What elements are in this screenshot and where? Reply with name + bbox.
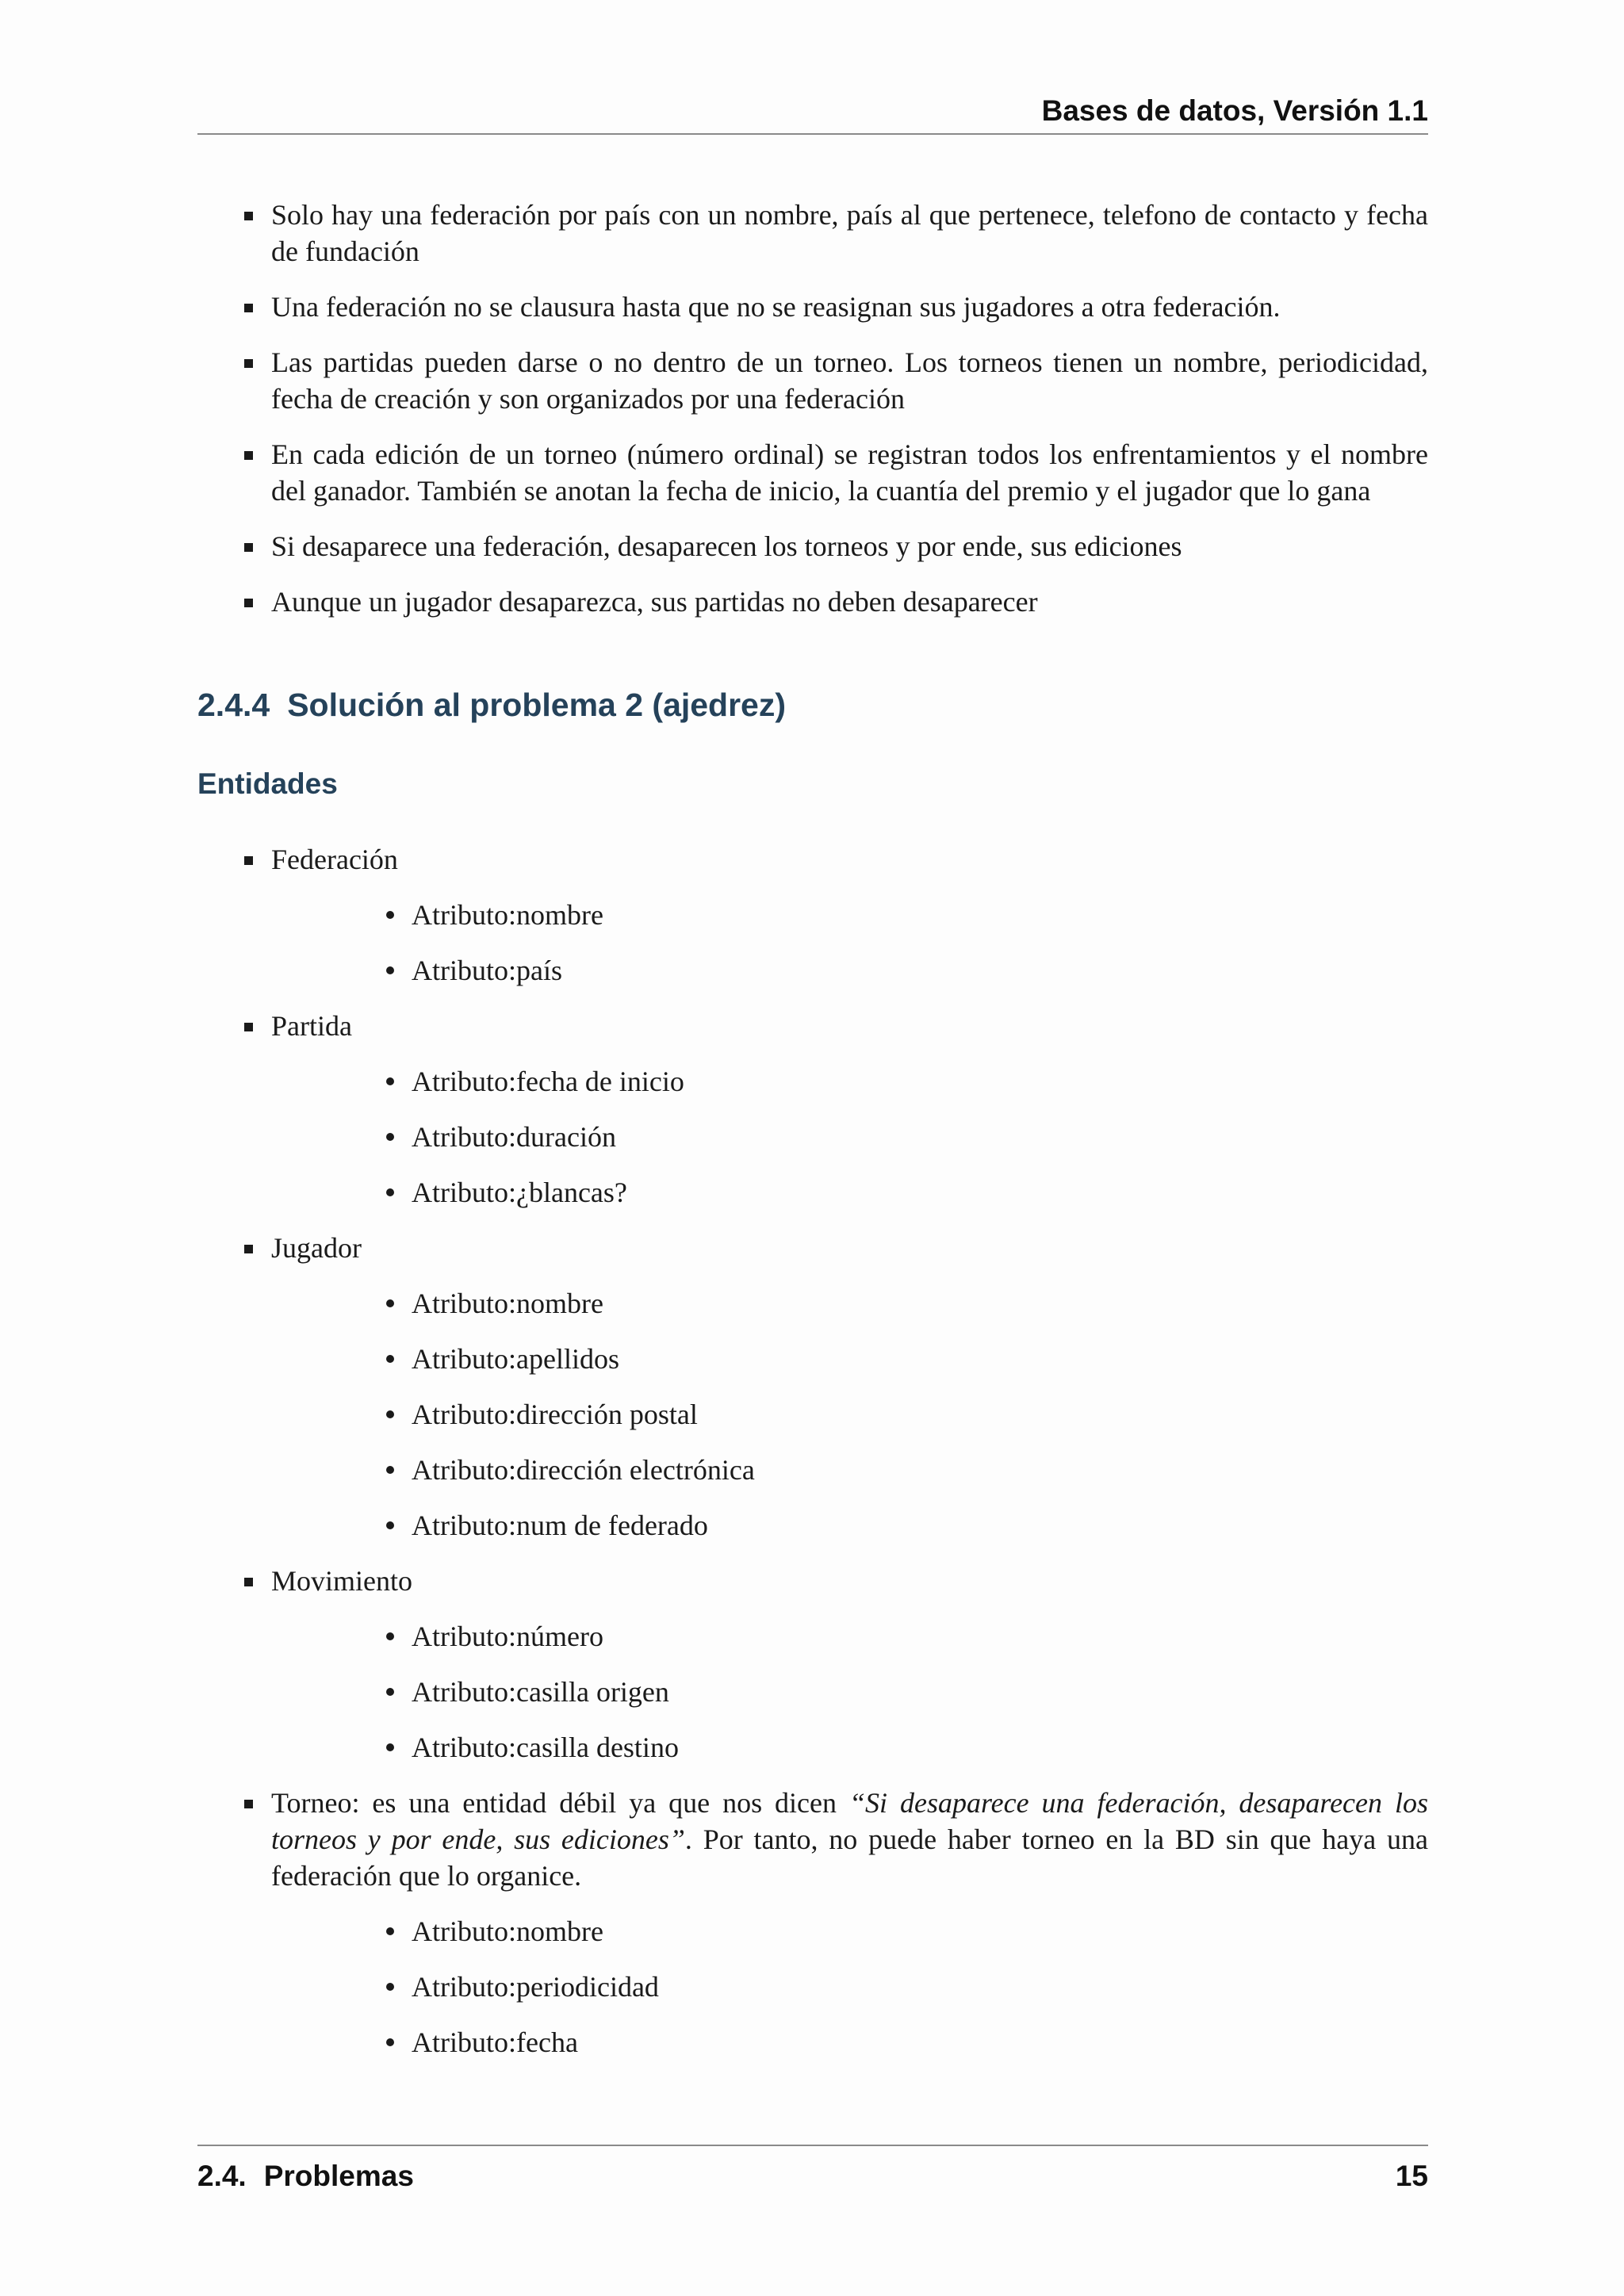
attribute-item: Atributo:¿blancas? bbox=[271, 1174, 1428, 1211]
dot-bullet-icon bbox=[386, 1521, 394, 1529]
square-bullet-icon bbox=[244, 599, 253, 607]
document-page bbox=[197, 0, 1428, 2296]
attribute-item: Atributo:nombre bbox=[271, 897, 1428, 933]
square-bullet-icon bbox=[244, 856, 253, 865]
square-bullet-icon bbox=[244, 1023, 253, 1031]
attribute-item: Atributo:fecha de inicio bbox=[271, 1063, 1428, 1100]
square-bullet-icon bbox=[244, 543, 253, 552]
attribute-item: Atributo:nombre bbox=[271, 1285, 1428, 1322]
square-bullet-icon bbox=[244, 359, 253, 368]
attribute-list bbox=[271, 897, 1428, 989]
attribute-item: Atributo:nombre bbox=[271, 1913, 1428, 1950]
attribute-list bbox=[271, 1618, 1428, 1766]
dot-bullet-icon bbox=[386, 1632, 394, 1640]
list-item: En cada edición de un torneo (número ordinal) se registran todos los enfrentamientos y el nombre del ganador. También se anotan la fecha de inicio, la cuantía del premio y el jugador que lo gana bbox=[197, 436, 1428, 509]
square-bullet-icon bbox=[244, 304, 253, 312]
dot-bullet-icon bbox=[386, 911, 394, 919]
list-item: Una federación no se clausura hasta que no se reasignan sus jugadores a otra federación. bbox=[197, 289, 1428, 325]
entity-item-torneo bbox=[197, 1785, 1428, 2061]
attribute-item: Atributo:dirección electrónica bbox=[271, 1452, 1428, 1488]
square-bullet-icon bbox=[244, 451, 253, 460]
attribute-item: Atributo:duración bbox=[271, 1119, 1428, 1155]
entities-section bbox=[197, 841, 1428, 2080]
dot-bullet-icon bbox=[386, 1466, 394, 1474]
list-item: Solo hay una federación por país con un nombre, país al que pertenece, telefono de contacto y fecha de fundación bbox=[197, 197, 1428, 270]
header-title: Bases de datos, Versión 1.1 bbox=[1041, 94, 1428, 127]
entities-list bbox=[197, 841, 1428, 2061]
entity-item-jugador bbox=[197, 1230, 1428, 1544]
dot-bullet-icon bbox=[386, 1133, 394, 1141]
footer-section: 2.4. Problemas bbox=[197, 2160, 414, 2192]
dot-bullet-icon bbox=[386, 1299, 394, 1307]
attribute-list bbox=[271, 1285, 1428, 1544]
square-bullet-icon bbox=[244, 212, 253, 220]
entity-name: Jugador bbox=[271, 1232, 362, 1264]
requirements-section bbox=[197, 197, 1428, 639]
page-footer bbox=[197, 2145, 1428, 2202]
attribute-item: Atributo:periodicidad bbox=[271, 1969, 1428, 2005]
dot-bullet-icon bbox=[386, 1355, 394, 1363]
dot-bullet-icon bbox=[386, 1743, 394, 1751]
entity-name: Partida bbox=[271, 1010, 352, 1042]
dot-bullet-icon bbox=[386, 966, 394, 974]
attribute-item: Atributo:dirección postal bbox=[271, 1396, 1428, 1433]
subsection-heading: Entidades bbox=[197, 767, 338, 800]
entity-description: Torneo: es una entidad débil ya que nos dicen “Si desaparece una federación, desaparecen los torneos y por ende, sus ediciones”. Por tanto, no puede haber torneo en la BD sin que haya una federación que lo organice. bbox=[271, 1787, 1429, 1892]
requirements-list bbox=[197, 197, 1428, 620]
dot-bullet-icon bbox=[386, 1188, 394, 1196]
attribute-item: Atributo:casilla destino bbox=[271, 1729, 1428, 1766]
attribute-item: Atributo:apellidos bbox=[271, 1341, 1428, 1377]
attribute-item: Atributo:país bbox=[271, 952, 1428, 989]
entity-name: Federación bbox=[271, 844, 398, 875]
entity-item-federacion bbox=[197, 841, 1428, 989]
page-header bbox=[197, 89, 1428, 135]
quote-text: “Si desaparece una federación, desaparecen los torneos y por ende, sus ediciones” bbox=[271, 1787, 1428, 1855]
list-item: Las partidas pueden darse o no dentro de un torneo. Los torneos tienen un nombre, periodicidad, fecha de creación y son organizados por una federación bbox=[197, 344, 1428, 417]
entity-item-partida bbox=[197, 1008, 1428, 1211]
attribute-item: Atributo:número bbox=[271, 1618, 1428, 1655]
attribute-item: Atributo:casilla origen bbox=[271, 1674, 1428, 1710]
square-bullet-icon bbox=[244, 1578, 253, 1586]
entity-name: Movimiento bbox=[271, 1565, 412, 1597]
section-heading bbox=[197, 685, 786, 725]
list-item: Si desaparece una federación, desaparecen los torneos y por ende, sus ediciones bbox=[197, 528, 1428, 564]
page-number: 15 bbox=[1395, 2160, 1428, 2192]
dot-bullet-icon bbox=[386, 1077, 394, 1085]
attribute-item: Atributo:fecha bbox=[271, 2024, 1428, 2061]
attribute-item: Atributo:num de federado bbox=[271, 1507, 1428, 1544]
section-number: 2.4.4 bbox=[197, 687, 270, 723]
list-item: Aunque un jugador desaparezca, sus partidas no deben desaparecer bbox=[197, 584, 1428, 620]
dot-bullet-icon bbox=[386, 2038, 394, 2046]
square-bullet-icon bbox=[244, 1800, 253, 1808]
dot-bullet-icon bbox=[386, 1410, 394, 1418]
section-title: Solución al problema 2 (ajedrez) bbox=[287, 687, 787, 723]
dot-bullet-icon bbox=[386, 1927, 394, 1935]
attribute-list bbox=[271, 1063, 1428, 1211]
attribute-list bbox=[271, 1913, 1428, 2061]
square-bullet-icon bbox=[244, 1245, 253, 1253]
entity-item-movimiento bbox=[197, 1563, 1428, 1766]
dot-bullet-icon bbox=[386, 1688, 394, 1696]
dot-bullet-icon bbox=[386, 1983, 394, 1991]
